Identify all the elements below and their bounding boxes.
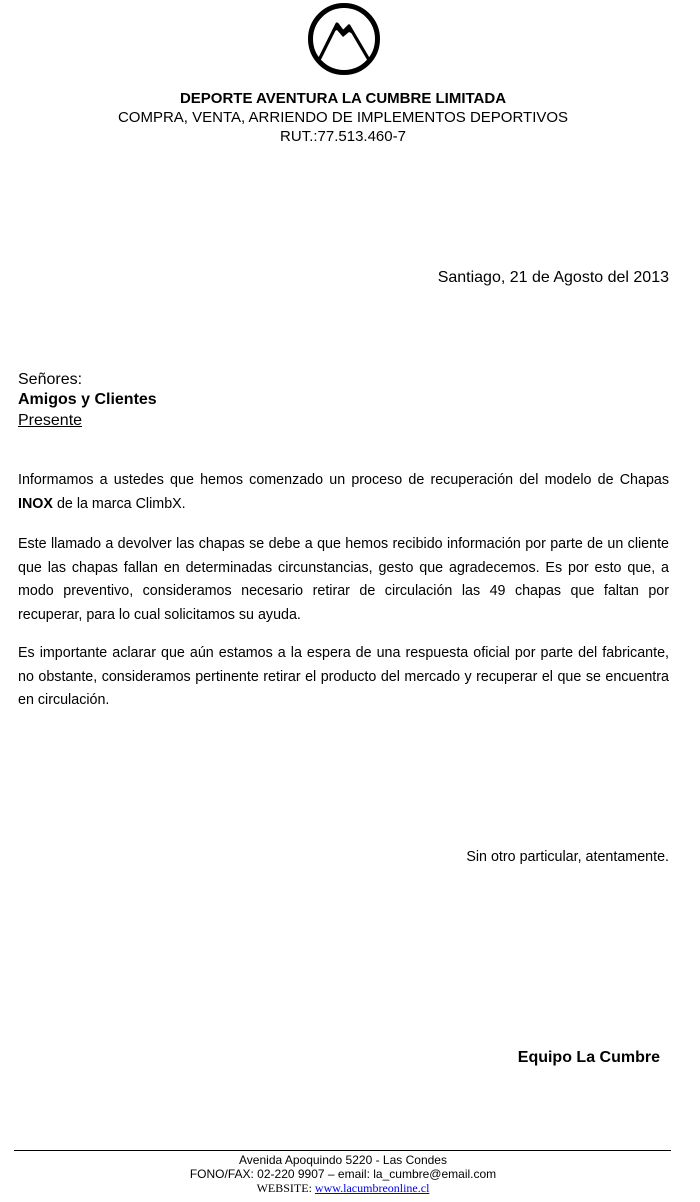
body-paragraph-2: Este llamado a devolver las chapas se debe a que hemos recibido información por parte de un cliente que las chapas fallan en determinadas circunstancias, gesto que agradecemos. Es por esto que, a modo preventivo, consideramos necesario retirar de circulación las 49 chapas que faltan por recuperar, para lo cual solicitamos su ayuda. <box>18 536 669 623</box>
letter-date: Santiago, 21 de Agosto del 2013 <box>437 269 669 286</box>
website-link[interactable]: www.lacumbreonline.cl <box>314 1181 430 1195</box>
salutation-title: Señores: <box>18 371 83 388</box>
footer-contact: FONO/FAX: 02-220 9907 – email: la_cumbre@email.com <box>189 1167 497 1181</box>
signature: Equipo La Cumbre <box>517 1049 660 1066</box>
company-name: DEPORTE AVENTURA LA CUMBRE LIMITADA <box>179 90 507 107</box>
product-model-inox: INOX <box>18 495 53 512</box>
body-paragraph-3: Es importante aclarar que aún estamos a la espera de una respuesta oficial por parte del fabricante, no obstante, consideramos pertinente retirar el producto del mercado y recuperar el que se encuentra en circulación. <box>18 645 669 708</box>
company-logo <box>305 2 383 76</box>
salutation-recipient: Amigos y Clientes <box>18 391 157 408</box>
logo-ring <box>311 6 378 73</box>
footer-divider <box>14 1150 671 1151</box>
footer-address: Avenida Apoquindo 5220 - Las Condes <box>239 1153 447 1167</box>
footer-website-label: WEBSITE: <box>256 1181 315 1195</box>
logo-mountain <box>319 24 369 60</box>
footer-website <box>0 1181 686 1196</box>
closing-line: Sin otro particular, atentamente. <box>466 849 669 865</box>
salutation-presente: Presente <box>18 412 83 429</box>
company-rut: RUT.:77.513.460-7 <box>280 128 406 145</box>
body-paragraph-1 <box>18 469 669 516</box>
paragraph-1-text-start: Informamos a ustedes que hemos comenzado un proceso de recuperación del modelo de Chapas <box>18 472 669 488</box>
company-activity: COMPRA, VENTA, ARRIENDO DE IMPLEMENTOS DEPORTIVOS <box>117 109 569 126</box>
paragraph-1-text-end: de la marca ClimbX. <box>52 495 186 512</box>
